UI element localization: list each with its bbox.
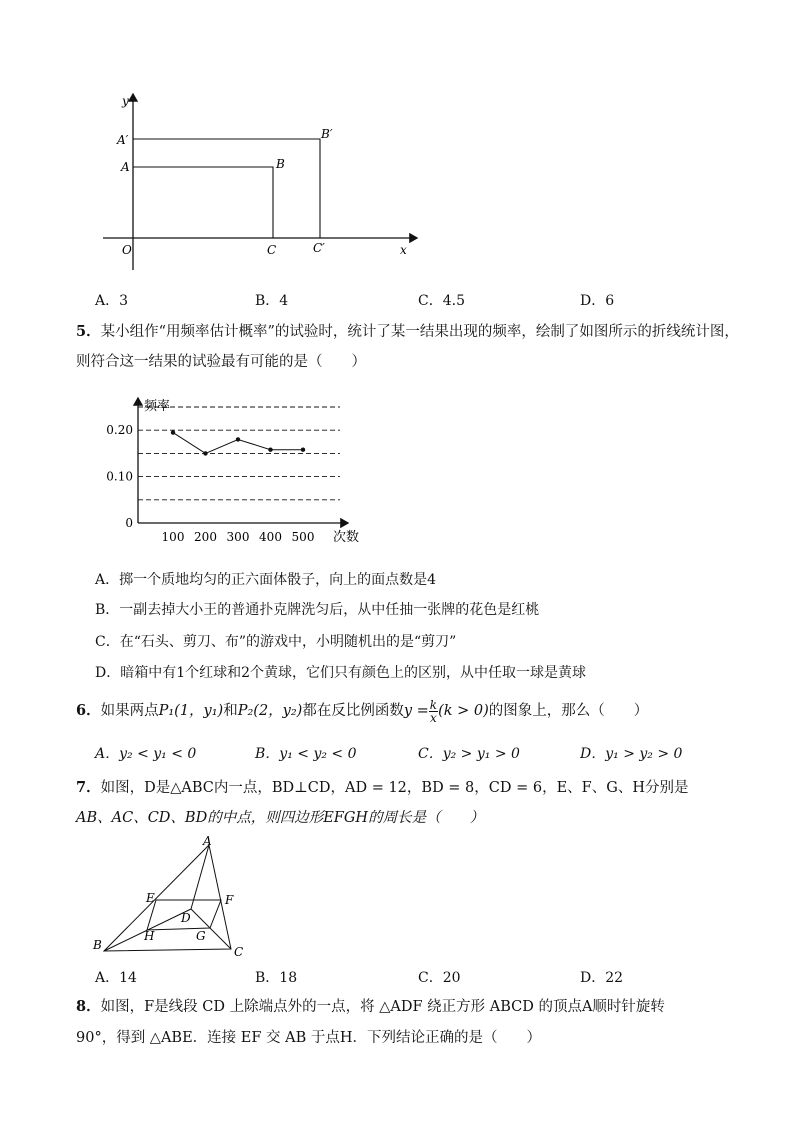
q4-label-c-prime: C′ — [313, 241, 325, 255]
q7-label-g: G — [196, 929, 206, 943]
q8-stem-line1 — [76, 997, 665, 1017]
q6-option-a: A．y₂ < y₁ < 0 — [95, 746, 197, 762]
q5-option-b: B．一副去掉大小王的普通扑克牌洗匀后，从中任抽一张牌的花色是红桃 — [95, 602, 540, 618]
q7-label-h: H — [144, 929, 155, 943]
q5-line-chart — [100, 392, 360, 552]
q4-label-x: x — [400, 243, 407, 257]
q6-text-4: 的图象上，那么（ ） — [488, 703, 649, 719]
q5-data-point — [268, 447, 272, 451]
q4-rect-large — [133, 139, 320, 238]
q7-label-c: C — [234, 945, 244, 959]
q6-text-2: 和 — [223, 703, 238, 719]
q6-frac-k: k — [429, 697, 438, 712]
q7-option-c: C．20 — [418, 970, 461, 986]
q6-p1: P₁(1，y₁) — [158, 703, 224, 719]
q5-xtick-label: 300 — [226, 530, 250, 544]
q5-data-point — [301, 447, 305, 451]
q5-xtick-label: 500 — [291, 530, 315, 544]
q5-option-d: D．暗箱中有1个红球和2个黄球，它们只有颜色上的区别，从中任取一球是黄球 — [95, 665, 587, 681]
q4-label-o: O — [122, 243, 132, 257]
q5-y-ticks — [106, 423, 133, 530]
q8-stem-line2: 90°，得到 △ABE．连接 EF 交 AB 于点H．下列结论正确的是（ ） — [76, 1030, 542, 1046]
q7-stem-line2: AB、AC、CD、BD的中点，则四边形EFGH的周长是（ ） — [76, 810, 485, 826]
q5-stem-line1 — [76, 322, 739, 342]
q5-x-label: 次数 — [333, 530, 360, 545]
q4-figure — [95, 88, 425, 273]
q8-number: 8． — [76, 998, 101, 1015]
q6-stem — [76, 698, 648, 724]
q7-label-d: D — [181, 911, 191, 925]
q5-option-a: A．掷一个质地均匀的正六面体骰子，向上的面点数是4 — [95, 572, 437, 588]
q6-option-b: B．y₁ < y₂ < 0 — [255, 746, 357, 762]
q6-option-d: D．y₁ > y₂ > 0 — [580, 746, 683, 762]
q5-points — [171, 430, 305, 455]
q4-option-c: C．4.5 — [418, 293, 465, 309]
q6-text-3: 都在反比例函数 — [302, 703, 404, 719]
q8-text-line1: 如图，F是线段 CD 上除端点外的一点，将 △ADF 绕正方形 ABCD 的顶点A顺时针旋转 — [100, 999, 665, 1015]
q5-number: 5． — [76, 323, 101, 340]
q6-frac-x: x — [430, 710, 437, 725]
q5-y-label: 频率 — [144, 399, 171, 414]
q4-option-b: B．4 — [255, 293, 289, 309]
q7-text-line1: 如图，D是△ABC内一点，BD⊥CD，AD = 12，BD = 8，CD = 6，E、F、G、H分别是 — [100, 780, 689, 796]
q7-label-e: E — [146, 891, 155, 905]
q5-xtick-label: 400 — [259, 530, 282, 544]
q4-label-a-prime: A′ — [117, 133, 129, 147]
q5-gridlines — [138, 407, 340, 500]
q4-label-y: y — [122, 94, 129, 108]
q4-label-b-prime: B′ — [321, 127, 333, 141]
q6-number: 6． — [76, 702, 101, 719]
q4-label-c: C — [267, 243, 277, 257]
q5-series-line — [173, 433, 303, 454]
q4-option-d: D．6 — [580, 293, 615, 309]
q7-option-d: D．22 — [580, 970, 624, 986]
q7-label-a: A — [203, 834, 212, 848]
q7-label-b: B — [93, 938, 102, 952]
q7-stem-line1 — [76, 778, 688, 798]
q6-cond: (k > 0) — [438, 703, 489, 719]
q5-data-point — [203, 451, 207, 455]
q5-stem-line2: 则符合这一结果的试验最有可能的是（ ） — [76, 354, 366, 370]
q5-xtick-label: 200 — [194, 530, 217, 544]
q6-text-1: 如果两点 — [100, 703, 159, 719]
q5-xtick-label: 100 — [161, 530, 185, 544]
q7-option-a: A．14 — [95, 970, 137, 986]
q5-ytick-label: 0.20 — [106, 423, 133, 438]
q7-figure — [88, 834, 258, 962]
q5-ytick-label: 0 — [125, 516, 133, 530]
q5-data-point — [236, 437, 240, 441]
q4-label-a: A — [121, 160, 130, 174]
q5-data-point — [171, 430, 175, 434]
q6-fraction — [429, 699, 438, 724]
q5-x-ticks — [162, 530, 315, 544]
q6-func-lhs: y = — [403, 703, 429, 719]
q7-label-f: F — [225, 893, 234, 907]
q4-rect-small — [133, 167, 273, 238]
q5-option-c: C．在“石头、剪刀、布”的游戏中，小明随机出的是“剪刀” — [95, 634, 457, 650]
q7-option-b: B．18 — [255, 970, 298, 986]
q5-text-line1: 某小组作“用频率估计概率”的试验时，统计了某一结果出现的频率，绘制了如图所示的折线统计图， — [100, 324, 739, 340]
q6-option-c: C．y₂ > y₁ > 0 — [418, 746, 520, 762]
q4-option-a: A．3 — [95, 293, 129, 309]
q7-triangle-abc — [104, 845, 231, 951]
q5-ytick-label: 0.10 — [106, 469, 133, 484]
q7-number: 7． — [76, 779, 101, 796]
q4-label-b: B — [276, 157, 285, 171]
q6-p2: P₂(2，y₂) — [237, 703, 303, 719]
